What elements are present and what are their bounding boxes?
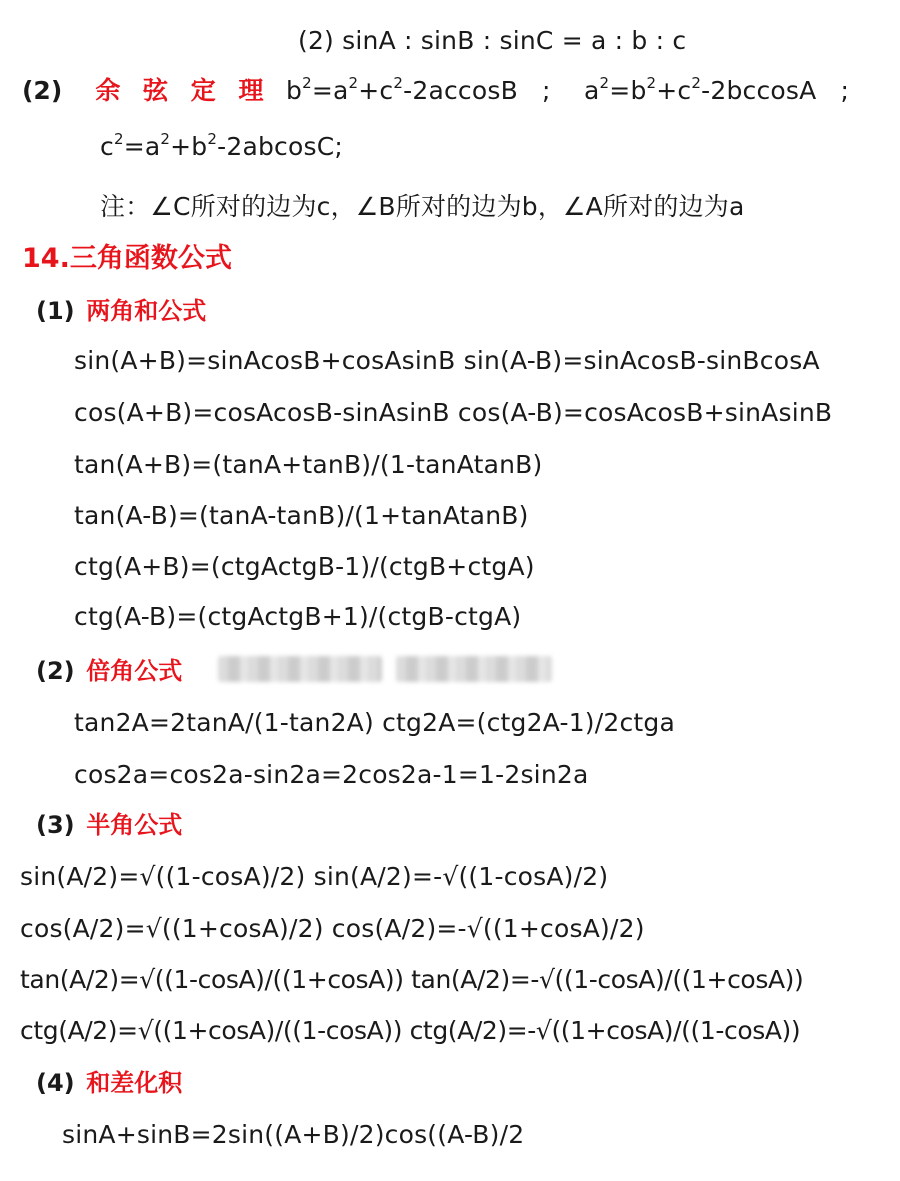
cosine-formula-c: $c^2=a^2+b^2-2abcosC$; [100,130,343,161]
cosine-formula-a: $a^2=b^2+c^2-2bccosA$ ; [584,74,850,105]
half-angle-number: (3) [36,811,75,839]
cosine-law-title: 余 弦 定 理 [95,76,264,105]
half-angle-heading [36,808,182,842]
cosine-law-note: 注：∠C所对的边为c，∠B所对的边为b，∠A所对的边为a [100,192,745,221]
sum-formula-line: sin(A+B)=sinAcosB+cosAsinB sin(A-B)=sinAcosB-sinBcosA [74,346,820,375]
half-angle-formula-line: ctg(A/2)=√((1+cosA)/((1-cosA)) ctg(A/2)=-√((1+cosA)/((1-cosA)) [20,1016,801,1045]
cosine-formula-b: $b^2=a^2+c^2-2accosB$ ; [286,74,551,105]
half-angle-formula-line: cos(A/2)=√((1+cosA)/2) cos(A/2)=-√((1+cosA)/2) [20,914,645,943]
sum-formulas-title: 两角和公式 [86,297,207,325]
half-angle-title: 半角公式 [86,811,183,839]
double-angle-heading [36,654,182,688]
double-angle-title: 倍角公式 [86,657,183,685]
sum-formulas-heading [36,294,206,328]
sum-formulas-number: (1) [36,297,75,325]
blurred-watermark [396,656,552,682]
cosine-law-heading [22,74,263,111]
sum-formula-line: ctg(A+B)=(ctgActgB-1)/(ctgB+ctgA) [74,552,535,581]
sum-to-product-number: (4) [36,1069,75,1097]
sum-to-product-title: 和差化积 [86,1069,183,1097]
double-angle-number: (2) [36,657,75,685]
sum-to-product-formula-line: sinA+sinB=2sin((A+B)/2)cos((A-B)/2 [62,1120,525,1149]
blurred-watermark [218,656,382,682]
half-angle-formula-line: sin(A/2)=√((1-cosA)/2) sin(A/2)=-√((1-cosA)/2) [20,862,609,891]
section-14-title: 14.三角函数公式 [22,243,232,274]
double-angle-formula-line: tan2A=2tanA/(1-tan2A) ctg2A=(ctg2A-1)/2ctga [74,708,676,737]
sum-formula-line: cos(A+B)=cosAcosB-sinAsinB cos(A-B)=cosAcosB+sinAsinB [74,398,833,427]
sum-to-product-heading [36,1066,182,1100]
sum-formula-line: tan(A+B)=(tanA+tanB)/(1-tanAtanB) [74,450,543,479]
cosine-law-number: (2) [22,76,63,105]
sum-formula-line: tan(A-B)=(tanA-tanB)/(1+tanAtanB) [74,501,529,530]
sine-law-ratio: (2) sinA : sinB : sinC = a : b : c [298,26,687,55]
sum-formula-line: ctg(A-B)=(ctgActgB+1)/(ctgB-ctgA) [74,602,522,631]
double-angle-formula-line: cos2a=cos2a-sin2a=2cos2a-1=1-2sin2a [74,760,589,789]
half-angle-formula-line: tan(A/2)=√((1-cosA)/((1+cosA)) tan(A/2)=-√((1-cosA)/((1+cosA)) [20,965,804,994]
